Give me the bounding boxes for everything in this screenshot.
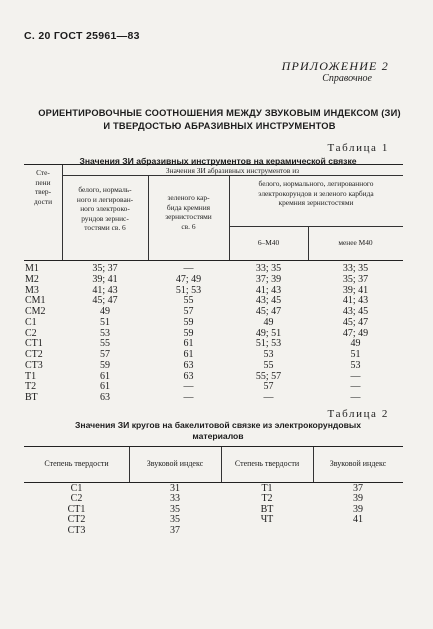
table2-cell: СТ3 <box>67 524 86 536</box>
table1-cell: 41; 43 <box>92 284 118 296</box>
table1-col3 <box>229 264 308 404</box>
table2-grades-b <box>221 484 313 526</box>
table1-cell: 59 <box>183 327 194 339</box>
table1-cell: 41; 43 <box>342 295 369 307</box>
table1-grade: М3 <box>25 284 39 296</box>
table1-cell: 55 <box>183 295 194 307</box>
table1-cell: 33; 35 <box>342 263 369 274</box>
table1-grade: СМ2 <box>25 306 46 317</box>
table2-cell: С1 <box>70 483 83 494</box>
table1-grade: Т2 <box>25 381 37 393</box>
main-title <box>22 107 417 133</box>
table1-grade: Т1 <box>25 370 37 382</box>
table1-cell: 57 <box>263 381 274 393</box>
table1-grade: М1 <box>25 263 39 274</box>
table1-cell: 51 <box>100 316 110 328</box>
table1-cell: — <box>183 392 194 403</box>
table2-cell: ВТ <box>260 503 274 515</box>
table2-title-line2: материалов <box>192 431 244 441</box>
table1-cell: 63 <box>183 359 194 371</box>
table2-cell: С2 <box>70 493 83 505</box>
table2-cell: 37 <box>170 524 180 536</box>
table2-cell: Т2 <box>261 493 273 505</box>
table1-cell: 47; 49 <box>175 273 202 285</box>
table1-cell: 63 <box>100 392 110 403</box>
table1-cell: 45; 47 <box>342 316 369 328</box>
table2-cell: 33 <box>170 493 180 505</box>
table1-cell: 61 <box>183 349 194 360</box>
main-title-line1: ОРИЕНТИРОВОЧНЫЕ СООТНОШЕНИЯ МЕЖДУ ЗВУКОВЫМ ИНДЕКСОМ (ЗИ) <box>38 108 401 118</box>
table1-cell: — <box>350 392 361 403</box>
table1-header-col3: 6–М40 <box>257 238 280 247</box>
table2-cell: СТ2 <box>67 514 86 526</box>
table1-cell: 45; 47 <box>92 295 118 307</box>
table1-cell: 51; 53 <box>175 284 202 296</box>
table2-cell: 31 <box>170 483 180 494</box>
table1-cell: 45; 47 <box>255 306 282 317</box>
table1-header-col4: менее М40 <box>338 238 373 247</box>
table2-cell: 37 <box>353 483 363 494</box>
table1-grade: ВТ <box>25 392 38 403</box>
table1-cell: — <box>350 370 361 382</box>
table1-divider <box>229 226 403 227</box>
table1-grade: СМ1 <box>25 295 46 307</box>
table2-title-line1: Значения ЗИ кругов на бакелитовой связке из электрокорундовых <box>75 420 361 430</box>
table1-cell: 63 <box>183 370 194 382</box>
table1-col2 <box>148 264 229 404</box>
table1-cell: 39; 41 <box>342 284 369 296</box>
table1-cell: — <box>263 392 274 403</box>
table2-cell: 39 <box>353 503 363 515</box>
table1-cell: 43; 45 <box>342 306 369 317</box>
table1-cell: 47; 49 <box>342 327 369 339</box>
table2-cell: ЧТ <box>260 514 274 526</box>
table1-cell: 51; 53 <box>255 338 282 350</box>
table2-header-index-a: Звуковой индекс <box>146 459 204 468</box>
table2-cell: 39 <box>353 493 363 505</box>
table1-cell: 55 <box>263 359 274 371</box>
table1-header-grade: Сте- пени твер- дости <box>33 168 53 206</box>
table1-cell: — <box>183 381 194 393</box>
table1-grade: СТ1 <box>25 338 43 350</box>
table1-cell: 51 <box>350 349 361 360</box>
table2-cell: Т1 <box>261 483 273 494</box>
table2-header-index-b: Звуковой индекс <box>329 459 387 468</box>
table1-header <box>24 164 403 261</box>
table1-cell: 61 <box>100 381 110 393</box>
table1-grades <box>25 264 65 404</box>
table1-cell: 43; 45 <box>255 295 282 307</box>
table1-cell: 33; 35 <box>255 263 282 274</box>
table2-cell: 35 <box>170 514 180 526</box>
table1-header-top: Значения ЗИ абразивных инструментов из <box>165 166 300 175</box>
table2-index-b <box>313 484 403 526</box>
table1-cell: 57 <box>100 349 110 360</box>
table1-cell: 35; 37 <box>342 273 369 285</box>
table1-cell: 53 <box>263 349 274 360</box>
table2-header-grade-b: Степень твердости <box>234 459 300 468</box>
table2-index-a <box>129 484 221 536</box>
table2-number: Таблица 2 <box>327 408 389 420</box>
table1-cell: 53 <box>100 327 110 339</box>
table1-cell: 55 <box>100 338 110 350</box>
table1-header-col2: зеленого кар- бида кремния зернистостями св. 6 <box>165 193 212 231</box>
table1-cell: 49 <box>100 306 110 317</box>
table1-cell: 49 <box>350 338 361 350</box>
table1-cell: 61 <box>100 370 110 382</box>
table1-cell: 59 <box>100 359 110 371</box>
table1-col4 <box>308 264 403 404</box>
main-title-line2: И ТВЕРДОСТЬЮ АБРАЗИВНЫХ ИНСТРУМЕНТОВ <box>103 121 336 131</box>
table1-cell: 53 <box>350 359 361 371</box>
table1-title: Значения ЗИ абразивных инструментов на керамической связке <box>79 156 357 166</box>
table1-cell: 41; 43 <box>255 284 282 296</box>
table2-header <box>24 446 403 483</box>
table1-cell: 39; 41 <box>92 273 118 285</box>
table2-header-grade-a: Степень твердости <box>44 459 109 468</box>
table1-grade: СТ2 <box>25 349 43 360</box>
table2-cell: 35 <box>170 503 180 515</box>
table1-cell: 61 <box>183 338 194 350</box>
table2-cell: 41 <box>353 514 363 526</box>
table1-grade: С2 <box>25 327 37 339</box>
table1-cell: 49 <box>263 316 274 328</box>
table1-cell: 37; 39 <box>255 273 282 285</box>
page-header: С. 20 ГОСТ 25961—83 <box>24 30 140 42</box>
table2-title <box>24 420 412 442</box>
appendix-title: ПРИЛОЖЕНИЕ 2 <box>281 59 389 73</box>
table1-grade: СТ3 <box>25 359 43 371</box>
table1-cell: 35; 37 <box>92 263 118 274</box>
table1-cell: — <box>350 381 361 393</box>
table2-cell: СТ1 <box>67 503 86 515</box>
appendix-subtitle: Справочное <box>322 73 372 84</box>
table1-cell: 55; 57 <box>255 370 282 382</box>
table1-header-group: белого, нормального, легированного электрокорундов и зеленого карбида кремния зернистостями <box>258 179 374 207</box>
table2-grades-a <box>24 484 129 536</box>
table1-grade: М2 <box>25 273 39 285</box>
table1-cell: — <box>183 263 194 274</box>
table1-cell: 49; 51 <box>255 327 282 339</box>
table1-header-col1: белого, нормаль- ного и легирован- ного электроко- рундов зернис- тостями св. 6 <box>76 185 134 232</box>
table1-number: Таблица 1 <box>327 142 389 154</box>
table1-col1 <box>62 264 148 404</box>
table1-cell: 57 <box>183 306 194 317</box>
table1-grade: С1 <box>25 316 37 328</box>
table1-cell: 59 <box>183 316 194 328</box>
